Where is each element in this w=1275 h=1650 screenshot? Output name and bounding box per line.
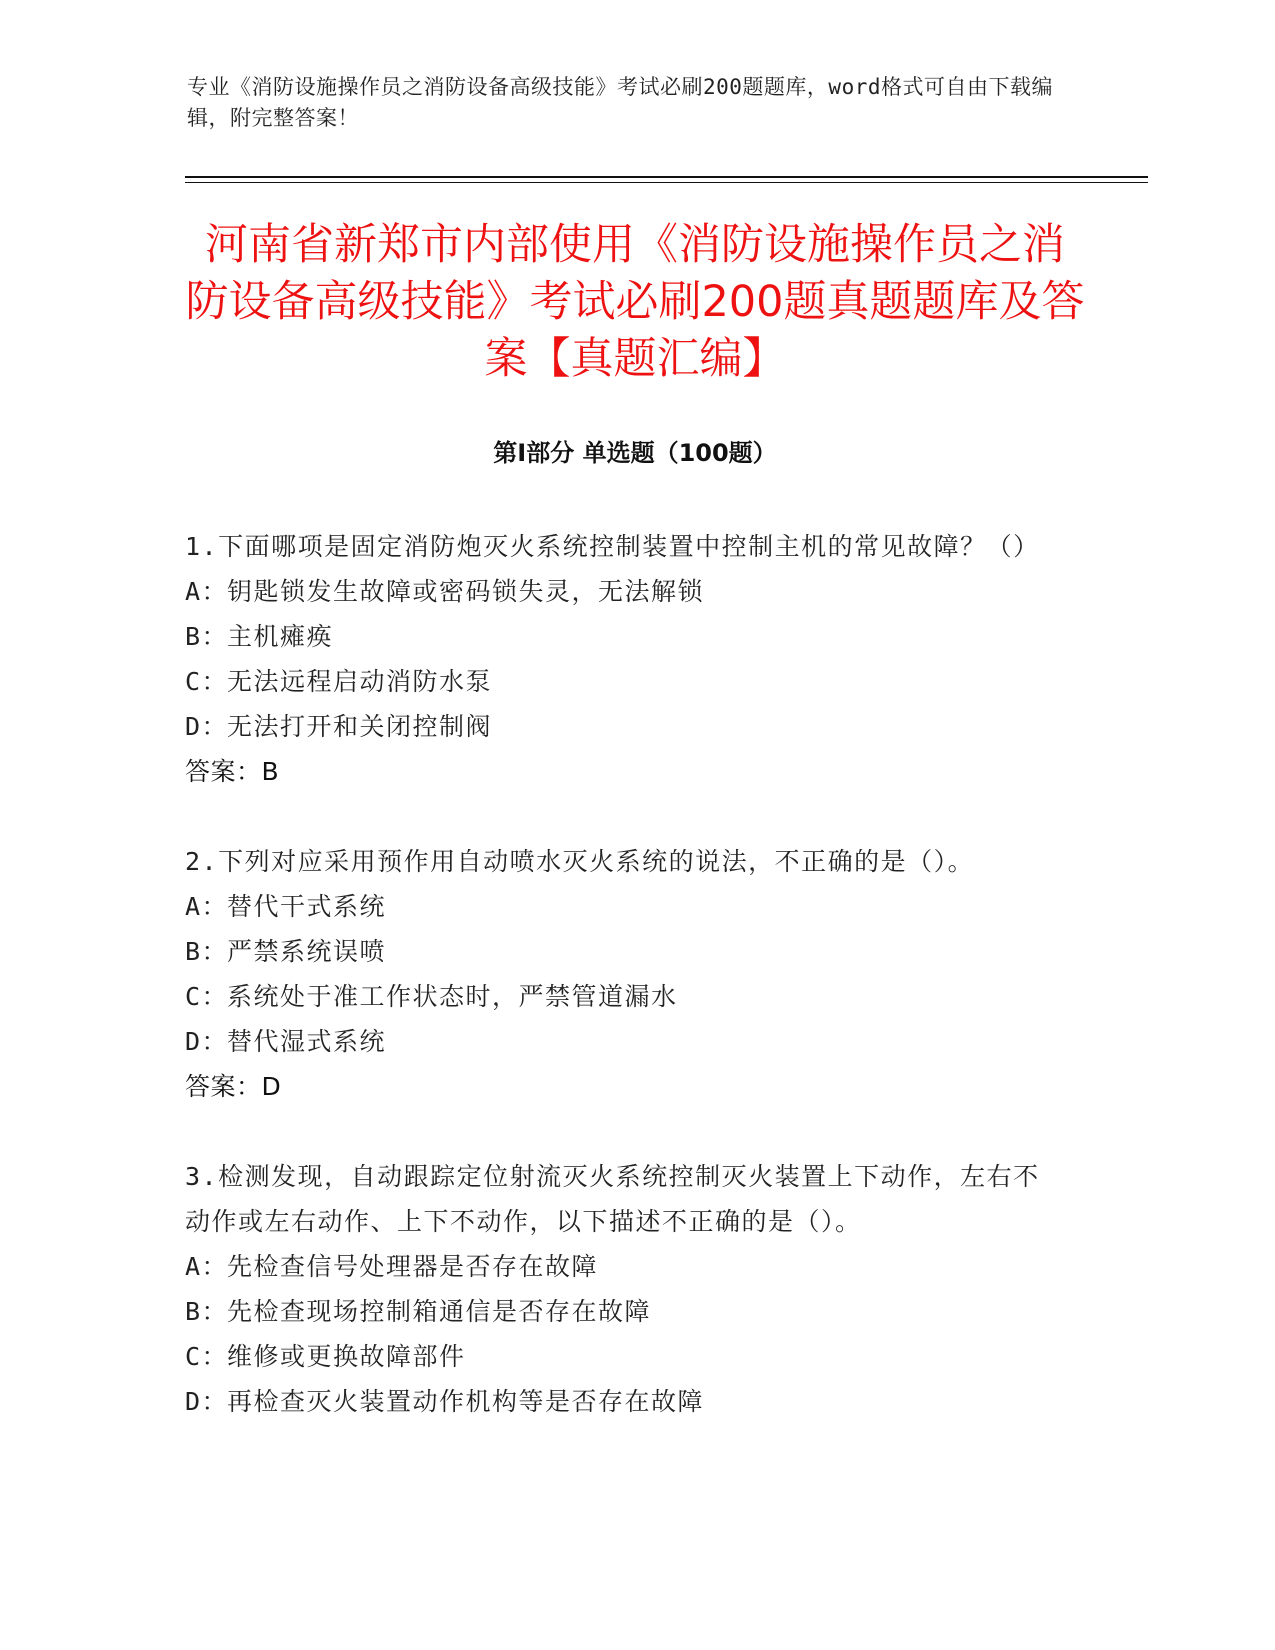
header-divider-thin bbox=[185, 182, 1148, 183]
option-text: 无法远程启动消防水泵 bbox=[227, 667, 493, 696]
option-text: 再检查灭火装置动作机构等是否存在故障 bbox=[227, 1387, 705, 1416]
option-text: 维修或更换故障部件 bbox=[227, 1342, 466, 1371]
question-stem: 2.下列对应采用预作用自动喷水灭火系统的说法，不正确的是（）。 bbox=[185, 847, 975, 876]
option-c bbox=[185, 1334, 1065, 1379]
option-d bbox=[185, 1379, 1065, 1424]
option-key: B： bbox=[185, 1297, 229, 1326]
question-item bbox=[185, 839, 1065, 1109]
option-c bbox=[185, 974, 1065, 1019]
question-stem: 3.检测发现，自动跟踪定位射流灭火系统控制灭火装置上下动作，左右不动作或左右动作、上下不动作，以下描述不正确的是（）。 bbox=[185, 1162, 1040, 1236]
question-item bbox=[185, 1154, 1065, 1424]
option-key: C： bbox=[185, 982, 229, 1011]
option-text: 替代湿式系统 bbox=[227, 1027, 387, 1056]
section-heading: 第I部分 单选题（100题） bbox=[493, 439, 777, 467]
option-text: 系统处于准工作状态时，严禁管道漏水 bbox=[227, 982, 678, 1011]
option-key: C： bbox=[185, 667, 229, 696]
header-note: 专业《消防设施操作员之消防设备高级技能》考试必刷200题题库，word格式可自由下载编辑，附完整答案！ bbox=[187, 75, 1053, 130]
option-key: A： bbox=[185, 1252, 229, 1281]
option-text: 先检查信号处理器是否存在故障 bbox=[227, 1252, 599, 1281]
option-key: C： bbox=[185, 1342, 229, 1371]
option-key: A： bbox=[185, 892, 229, 921]
option-text: 替代干式系统 bbox=[227, 892, 387, 921]
answer-line: 答案：D bbox=[185, 1072, 282, 1101]
option-c bbox=[185, 659, 1065, 704]
question-stem: 1.下面哪项是固定消防炮灭火系统控制装置中控制主机的常见故障？（） bbox=[185, 532, 1040, 561]
option-text: 无法打开和关闭控制阀 bbox=[227, 712, 493, 741]
option-a bbox=[185, 1244, 1065, 1289]
option-key: D： bbox=[185, 1027, 229, 1056]
option-b bbox=[185, 614, 1065, 659]
option-key: D： bbox=[185, 712, 229, 741]
answer-line: 答案：B bbox=[185, 757, 280, 786]
option-b bbox=[185, 1289, 1065, 1334]
option-key: B： bbox=[185, 937, 229, 966]
option-d bbox=[185, 1019, 1065, 1064]
option-text: 钥匙锁发生故障或密码锁失灵，无法解锁 bbox=[227, 577, 705, 606]
option-a bbox=[185, 569, 1065, 614]
option-a bbox=[185, 884, 1065, 929]
option-text: 先检查现场控制箱通信是否存在故障 bbox=[227, 1297, 652, 1326]
option-text: 严禁系统误喷 bbox=[227, 937, 387, 966]
header-divider-thick bbox=[185, 176, 1148, 178]
question-list bbox=[185, 524, 1065, 1469]
option-d bbox=[185, 704, 1065, 749]
option-key: A： bbox=[185, 577, 229, 606]
option-key: B： bbox=[185, 622, 229, 651]
option-b bbox=[185, 929, 1065, 974]
option-text: 主机瘫痪 bbox=[227, 622, 334, 651]
option-key: D： bbox=[185, 1387, 229, 1416]
document-title: 河南省新郑市内部使用《消防设施操作员之消防设备高级技能》考试必刷200题真题题库及答案【真题汇编】 bbox=[185, 220, 1085, 384]
question-item bbox=[185, 524, 1065, 794]
